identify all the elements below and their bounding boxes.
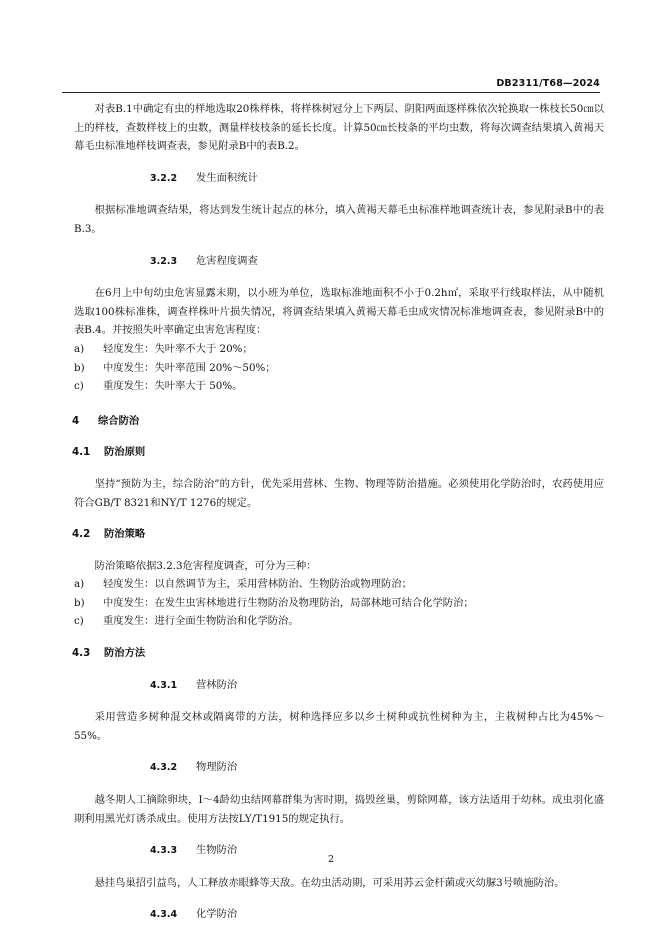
paragraph-silviculture: 采用营造多树种混交林或隔离带的方法，树种选择应多以乡土树种或抗性树种为主，主栽树种占比为45%～55%。 — [74, 711, 604, 742]
heading-4-2: 4.2 防治策略 — [72, 528, 146, 541]
heading-4-3-1: 4.3.1 营林防治 — [150, 678, 238, 691]
document-code: DB2311/T68—2024 — [496, 78, 600, 89]
heading-4: 4 综合防治 — [72, 414, 140, 427]
list-item: b) 中度发生：在发生虫害林地进行生物防治及物理防治，局部林地可结合化学防治； — [74, 596, 474, 609]
heading-4-1: 4.1 防治原则 — [72, 446, 146, 459]
list-item: b) 中度发生：失叶率范围 20%～50%； — [74, 361, 276, 374]
paragraph-damage-survey: 在6月上中旬幼虫危害显露末期，以小班为单位，选取标准地面积不小于0.2h㎡，采取平行线取样法，从中随机选取100株标准株，调查样株叶片损失情况，将调查结果填入黄褐天幕毛虫成灾情况标准地调查表，参见附录B中的表B.4。并按照失叶率确定虫害危害程度： — [74, 287, 604, 337]
heading-3-2-2: 3.2.2 发生面积统计 — [150, 171, 258, 184]
heading-4-3-2: 4.3.2 物理防治 — [150, 761, 238, 774]
list-item: c) 重度发生：失叶率大于 50%。 — [74, 380, 243, 393]
page-number: 2 — [327, 854, 335, 865]
heading-4-3-3: 4.3.3 生物防治 — [150, 844, 238, 857]
heading-4-3: 4.3 防治方法 — [72, 647, 146, 660]
heading-4-3-4: 4.3.4 化学防治 — [150, 908, 238, 921]
paragraph-physical-control: 越冬期人工摘除卵块，Ⅰ～4龄幼虫结网幕群集为害时期，捣毁丝巢，剪除网幕，该方法适用于幼林。成虫羽化盛期利用黑光灯诱杀成虫。使用方法按LY/T1915的规定执行。 — [74, 794, 604, 825]
paragraph-principles: 坚持“预防为主，综合防治”的方针，优先采用营林、生物、物理等防治措施。必须使用化学防治时，农药使用应符合GB/T 8321和NY/T 1276的规定。 — [74, 477, 604, 509]
paragraph-biological-control: 悬挂鸟巢招引益鸟，人工释放赤眼蜂等天敌。在幼虫活动期，可采用苏云金杆菌或灭幼脲3号喷施防治。 — [94, 876, 565, 889]
list-item: a) 轻度发生：失叶率不大于 20%； — [74, 342, 253, 355]
paragraph-area-statistics: 根据标准地调查结果，将达到发生统计起点的林分，填入黄褐天幕毛虫标准样地调查统计表，参见附录B中的表B.3。 — [74, 204, 604, 235]
list-item: a) 轻度发生：以自然调节为主，采用营林防治、生物防治或物理防治； — [74, 578, 412, 591]
list-item: c) 重度发生：进行全面生物防治和化学防治。 — [74, 615, 299, 628]
paragraph-sample-branch-survey: 对表B.1中确定有虫的样地选取20株样株，将样株树冠分上下两层、阴阳两面逐样株依次轮换取一株枝长50㎝以上的样枝，查数样枝上的虫数，测量样枝枝条的延长长度。计算50㎝长枝条的平均虫数，将每次调查结果填入黄褐天幕毛虫标准地样枝调查表，参见附录B中的表B.2。 — [74, 103, 604, 153]
heading-3-2-3: 3.2.3 危害程度调查 — [150, 254, 258, 267]
header-rule — [62, 92, 600, 93]
paragraph-strategy-intro: 防治策略依据3.2.3危害程度调查，可分为三种： — [94, 559, 317, 572]
document-body — [74, 100, 604, 925]
